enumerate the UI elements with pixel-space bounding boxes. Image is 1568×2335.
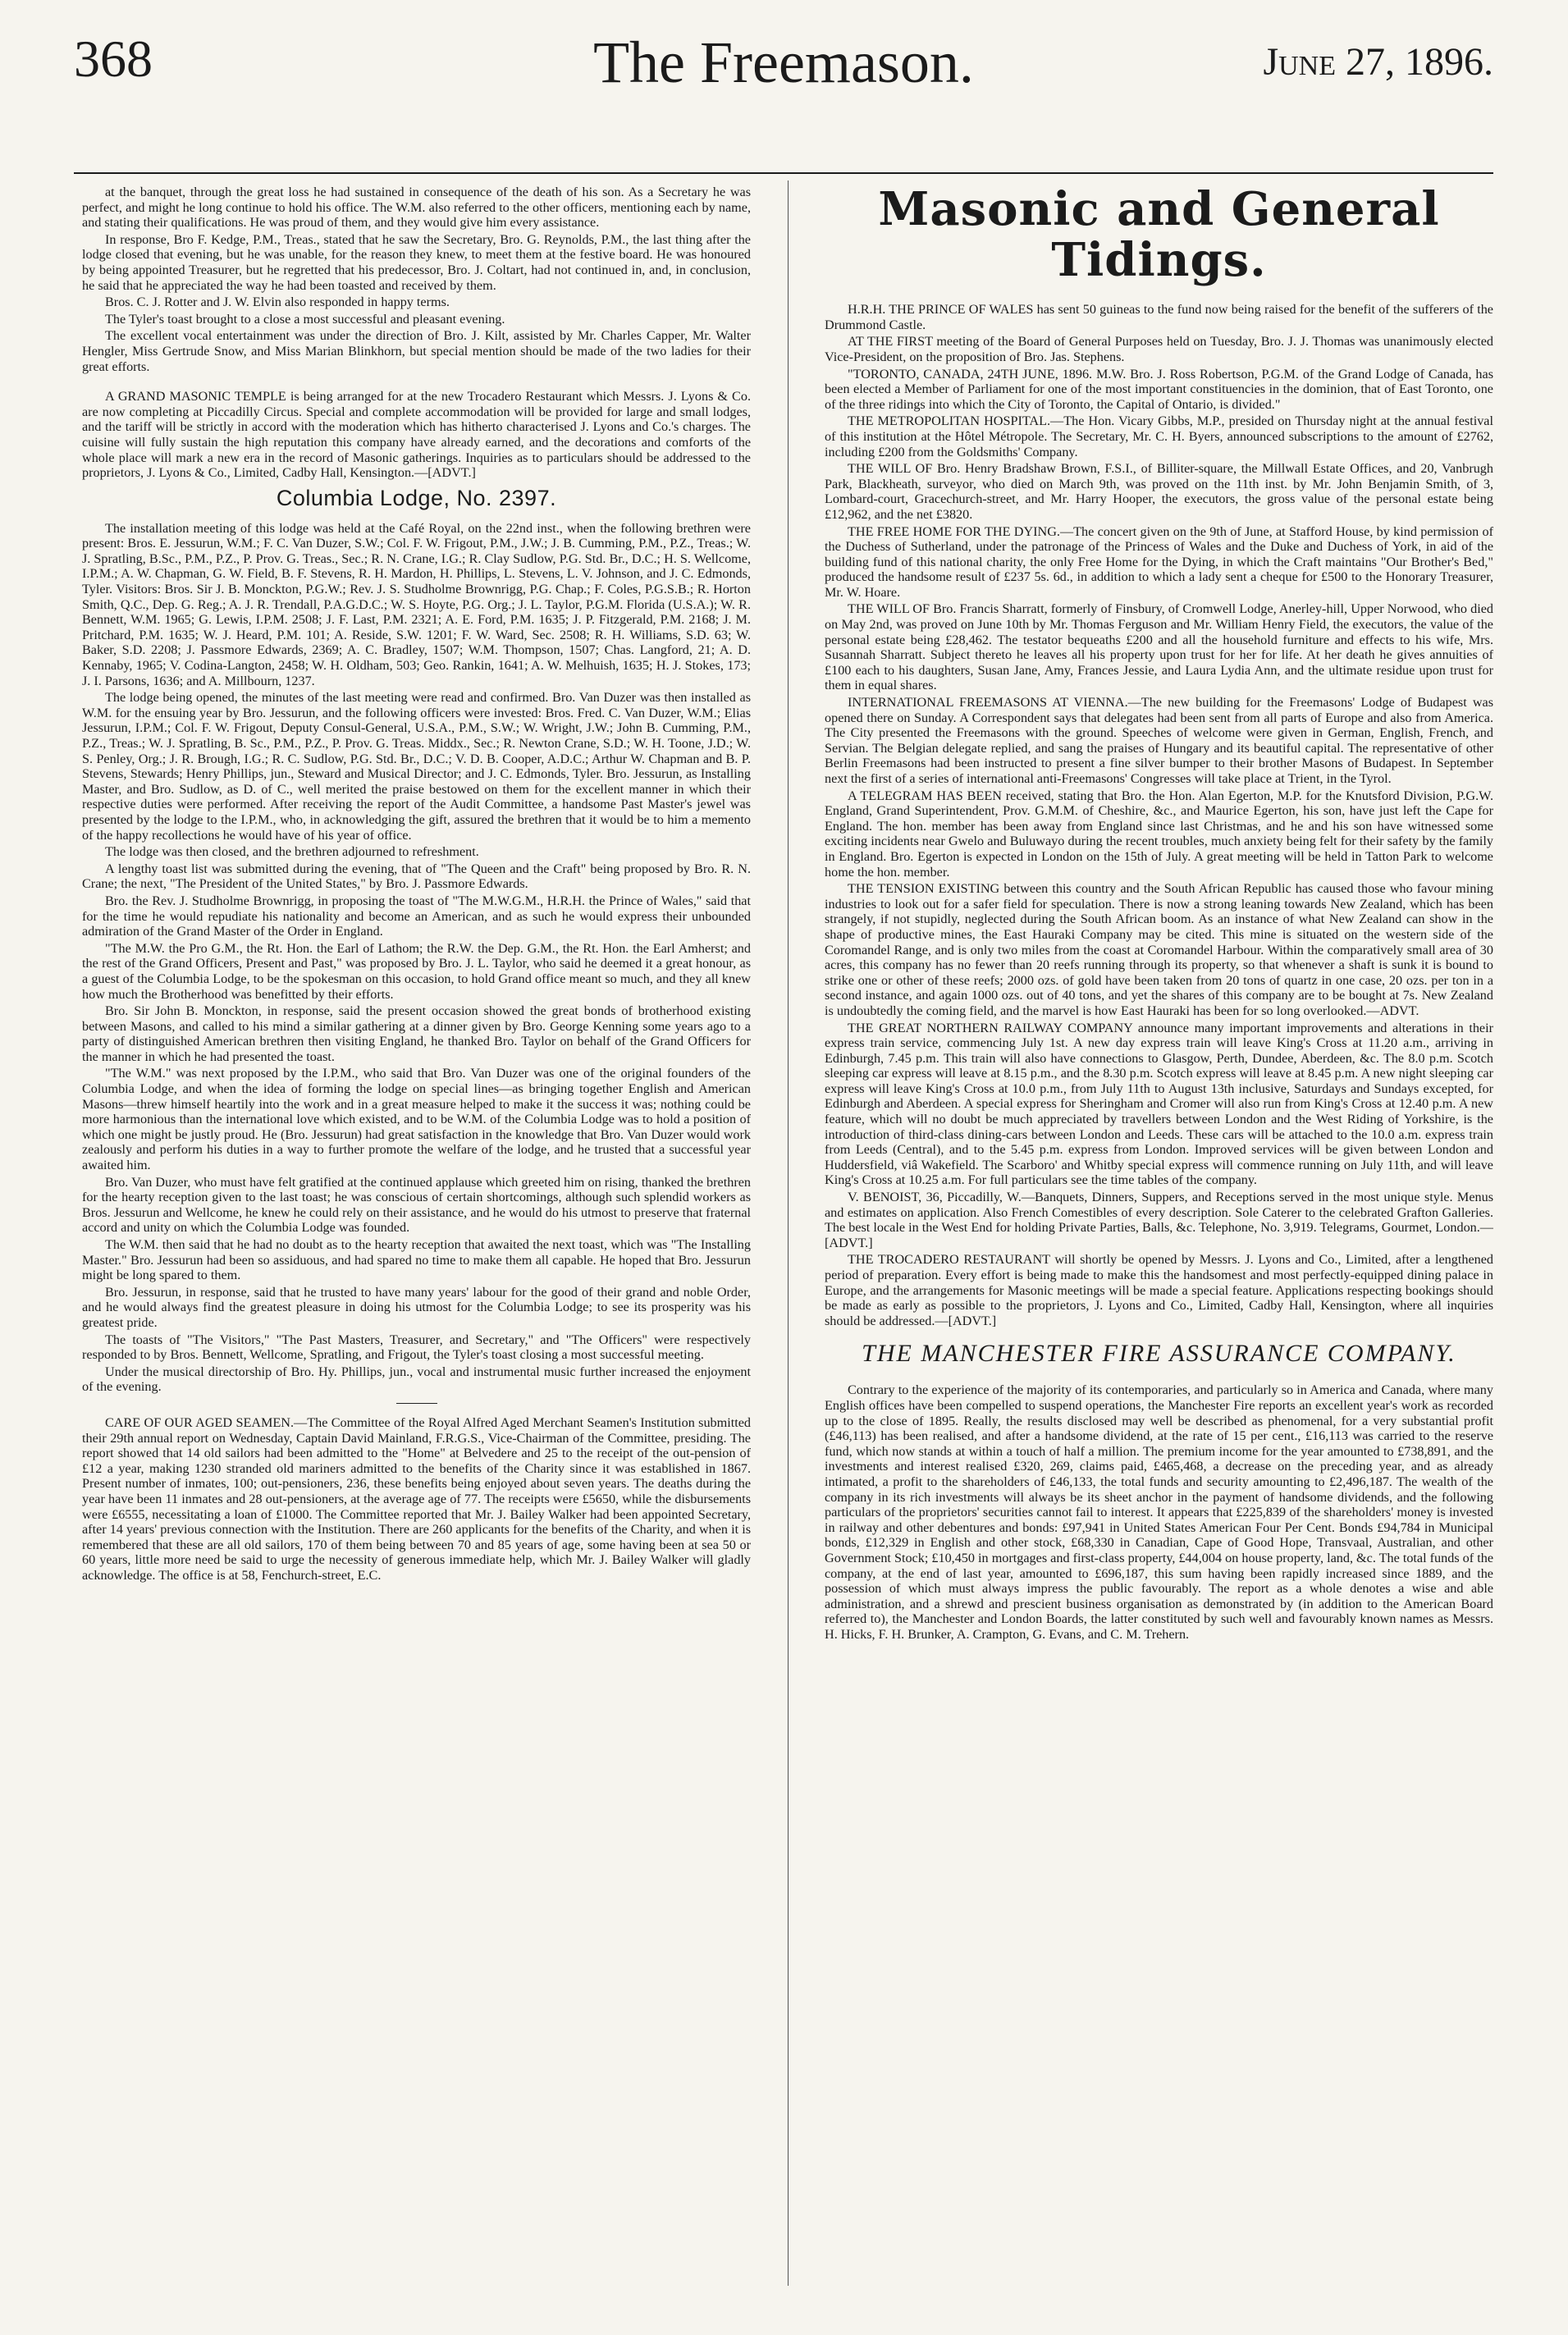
- article-paragraph: Under the musical directorship of Bro. Hy. Phillips, jun., vocal and instrumental music further increased the enjoyment of the evening.: [82, 1364, 751, 1395]
- news-item: AT THE FIRST meeting of the Board of General Purposes held on Tuesday, Bro. J. J. Thomas was unanimously elected Vice-President, on the proposition of Bro. Jas. Stephens.: [825, 334, 1493, 364]
- columbia-lodge-heading: Columbia Lodge, No. 2397.: [276, 485, 557, 510]
- news-item: H.R.H. THE PRINCE OF WALES has sent 50 guineas to the fund now being raised for the benefit of the sufferers of the Drummond Castle.: [825, 302, 1493, 332]
- column-divider: [788, 180, 789, 2286]
- news-item: THE TENSION EXISTING between this country and the South African Republic has caused those who favour mining industries to look out for a safer field for speculation. There is now a strong leaning towards New Zealand, which has been strangely, if not stupidly, neglected during the South African boom. As an instance of what New Zealand can show in the shape of productive mines, the East Hauraki Company may be cited. This mine is situated on the western side of the Coromandel Range, and is only two miles from the coast at Coromandel Harbour. Within the comparatively small area of 30 acres, this company has no fewer than 20 reefs running through its property, so that whenever a shaft is sunk it is bound to strike one or other of these reefs; 2000 ozs. of gold have been taken from 20 tons of quartz in one case, 20 ozs. per ton in a second instance, and again 1000 ozs. out of 40 tons, and yet the shares of this company are to be bought at 7s. New Zealand is undoubtedly the coming field, and the marvel is how East Hauraki has been for so long overlooked.—ADVT.: [825, 881, 1493, 1018]
- news-item: THE FREE HOME FOR THE DYING.—The concert given on the 9th of June, at Stafford House, by kind permission of the Duchess of Sutherland, under the patronage of the Princess of Wales and the Duke and Duchess of York, in aid of the building fund of this national charity, the only Free Home for the Dying, in which the Craft maintains "Our Brother's Bed," produced the handsome result of £237 5s. 6d., in addition to which a lady sent a cheque for £500 to the Honorary Treasurer, Mr. W. Hoare.: [825, 523, 1493, 600]
- article-paragraph: The W.M. then said that he had no doubt as to the hearty reception that awaited the next toast, which was "The Installing Master." Bro. Jessurun had been so assiduous, and had spared no time to make them all capable. He hoped that Bro. Jessurun might be long spared to them.: [82, 1237, 751, 1283]
- article-paragraph: "The M.W. the Pro G.M., the Rt. Hon. the Earl of Lathom; the R.W. the Dep. G.M., the Rt. Hon. the Earl Amherst; and the rest of the Grand Officers, Present and Past," was proposed by Bro. J. L. Taylor, who said he deemed it a great honour, as a guest of the Columbia Lodge, to be the spokesman on this occasion, to hold Grand office meant so much, and they all knew how much the Brotherhood was benefitted by their efforts.: [82, 940, 751, 1002]
- masonic-tidings-heading: Masonic and General Tidings.: [878, 185, 1440, 287]
- article-paragraph: The toasts of "The Visitors," "The Past Masters, Treasurer, and Secretary," and "The Officers" were respectively responded to by Bros. Bennett, Wellcome, Spratling, and Frigout, the Tyler's toast closing a most successful meeting.: [82, 1332, 751, 1363]
- temple-advert: A GRAND MASONIC TEMPLE is being arranged for at the new Trocadero Restaurant which Messrs. J. Lyons & Co. are now completing at Piccadilly Circus. Special and complete accommodation will be provided for large and small lodges, and the tariff will be strictly in accord with the moderation which has hitherto characterised J. Lyons and Co.'s charges. The cuisine will fully sustain the high reputation this company have already earned, and the decorations and comforts of the whole place will mark a new era in the record of Masonic gatherings. Inquiries as to particulars should be addressed to the proprietors, J. Lyons & Co., Limited, Cadby Hall, Kensington.—[ADVT.]: [82, 389, 751, 481]
- news-item: INTERNATIONAL FREEMASONS AT VIENNA.—The new building for the Freemasons' Lodge of Budapest was opened there on Sunday. A Correspondent says that delegates had been sent from all parts of Europe and also from America. The City presented the Freemasons with the ground. Speeches of welcome were given in German, English, French, and Servian. The Belgian delegate replied, and sang the praises of Hungary and its beautiful capital. The representative of other Berlin Freemasons had been instructed to present a fine silver bumper to their brother Masons of Budapest. In September next the first of a series of international anti-Freemasons' Congresses will take place at Trient, in the Tyrol.: [825, 695, 1493, 786]
- article-paragraph: "The W.M." was next proposed by the I.P.M., who said that Bro. Van Duzer was one of the original founders of the Columbia Lodge, and when the idea of forming the lodge on special lines—as bringing together English and American Masons—threw himself heartily into the work and in a great measure helped to make it the success it was; nothing could be more harmonious than the international love which existed, and to be W.M. of the Columbia Lodge was to hold a position of which one might be justly proud. He (Bro. Jessurun) had great satisfaction in the knowledge that Bro. Van Duzer would work zealously and perform his duties in a way to further promote the welfare of the lodge, and he trusted that a successful year awaited him.: [82, 1066, 751, 1173]
- manchester-fire-paragraph: Contrary to the experience of the majority of its contemporaries, and particularly so in America and Canada, where many English offices have been compelled to suspend operations, the Manchester Fire reports an excellent year's work as recorded up to the close of 1895. Really, the results disclosed may well be described as phenomenal, for a very substantial profit (£46,113) has been realised, and after a handsome dividend, at the rate of 15 per cent., £16,113 was carried to the reserve fund, which now stands at within a touch of half a million. The premium income for the year amounted to £738,891, and the investments and interest realised £320, 269, claims paid, £465,468, a decrease on the preceding year, and as already intimated, a profit to the shareholders of £46,133, the total funds and security amounting to £2,496,187. The wealth of the company in its rich investments will always be its sheet anchor in the payment of handsome dividends, and the following particulars of the proprietors' securities cannot fail to interest. It appears that £225,839 of the shareholders' money is invested in railway and other debentures and bonds: £97,941 in United States American Four Per Cent. Bonds £94,784 in Municipal bonds, £12,329 in English and other stock, £68,330 in Canadian, Cape of Good Hope, Transvaal, Australian, and other Government Stock; £10,450 in mortgages and first-class property, £44,004 on house property, land, &c. The total funds of the company, at the end of last year, amounted to £696,187, this sum having been rapidly increased since 1889, and the possession of which must always impress the public favourably. The report as a whole denotes a wise and able administration, and a shrewd and prescient business organisation as demonstrated by (in addition to the American Board referred to), the Manchester and London Boards, the latter constituted by such well and favourably known names as Messrs. H. Hicks, F. H. Brunker, A. Crampton, G. Evans, and C. M. Trehern.: [825, 1382, 1493, 1642]
- news-item: V. BENOIST, 36, Piccadilly, W.—Banquets, Dinners, Suppers, and Receptions served in the most unique style. Menus and estimates on application. Also French Comestibles of every description. Sole Caterer to the celebrated Grafton Galleries. The best locale in the West End for holding Private Parties, Balls, &c. Telephone, No. 3,919. Telegrams, Gourmet, London.—[ADVT.]: [825, 1190, 1493, 1250]
- manchester-fire-heading: THE MANCHESTER FIRE ASSURANCE COMPANY.: [862, 1340, 1456, 1368]
- article-paragraph: The lodge being opened, the minutes of the last meeting were read and confirmed. Bro. Van Duzer was then installed as W.M. for the ensuing year by Bro. Jessurun, and the following officers were invested: Bros. Fred. C. Van Duzer, W.M.; Elias Jessurun, I.P.M.; Col. F. W. Frigout, Deputy Consul-General, U.S.A., P.M., S.W.; W. Wright, J.W.; John B. Cumming, P.M., P.Z., Treas.; W. J. Spratling, B. Sc., P.M., P.Z., P. Prov. G. Treas. Middx., Sec.; R. Newton Crane, S.D.; W. H. Toone, J.D.; W. S. Penley, Org.; J. R. Brough, I.G.; R. C. Sudlow, P.G. Std. Br., D.C.; V. D. B. Cooper, A.D.C.; Arthur W. Chapman and B. P. Stevens, Stewards; Henry Phillips, jun., Steward and Musical Director; and J. C. Edmonds, Tyler. Bro. Jessurun, as Installing Master, and Bro. Sudlow, as D. of C., well merited the praise bestowed on them for the excellent manner in which their respective duties were performed. After receiving the report of the Audit Committee, a handsome Past Master's jewel was presented by the lodge to the I.P.M., who, in acknowledging the gift, assured the brethren that it would be to him a memento of the happy recollections he would have of his year of office.: [82, 690, 751, 843]
- left-column: [82, 185, 751, 2302]
- article-paragraph: A lengthy toast list was submitted during the evening, that of "The Queen and the Craft" being proposed by Bro. R. N. Crane; the next, "The President of the United States," by Bro. J. Passmore Edwards.: [82, 861, 751, 892]
- right-column: [825, 185, 1493, 2302]
- masthead-rule: [74, 172, 1493, 174]
- article-paragraph: Bro. Jessurun, in response, said that he trusted to have many years' labour for the good of their grand and noble Order, and he would always find the greatest pleasure in doing his utmost for the Columbia Lodge; to see its prosperity was his greatest pride.: [82, 1284, 751, 1330]
- article-paragraph: Bro. Van Duzer, who must have felt gratified at the continued applause which greeted him on rising, thanked the brethren for the hearty reception given to the last toast; he was conscious of certain shortcomings, although such splendid workers as Bros. Jessurun and Wellcome, he knew he could rely on their assistance, and he would do his utmost to preserve that fraternal accord and unity on which the Columbia Lodge was founded.: [82, 1174, 751, 1236]
- article-paragraph: The Tyler's toast brought to a close a most successful and pleasant evening.: [105, 311, 505, 327]
- newspaper-title: The Freemason.: [593, 30, 974, 95]
- article-paragraph: Bro. Sir John B. Monckton, in response, said the present occasion showed the great bonds of brotherhood existing between Masons, and called to his mind a similar gathering at a dinner given by Bro. George Kenning some years ago to a party of distinguished American brethren then visiting England, he thanked Bro. Taylor on behalf of the Grand Officers for the manner in which he had presented the toast.: [82, 1003, 751, 1064]
- article-paragraph: In response, Bro F. Kedge, P.M., Treas., stated that he saw the Secretary, Bro. G. Reynolds, P.M., the last thing after the lodge closed that evening, but he was unable, for the reason they knew, to meet them at the festive board. He was honoured by being appointed Treasurer, but he regretted that his predecessor, Bro. J. Coltart, had not continued in, and, in conclusion, he said that he appreciated the way he had been toasted and received by them.: [82, 231, 751, 293]
- page-number: 368: [74, 30, 153, 88]
- news-item: A TELEGRAM HAS BEEN received, stating that Bro. the Hon. Alan Egerton, M.P. for the Knutsford Division, P.G.W. England, Grand Superintendent, Prov. G.M.M. of Cheshire, &c., and Maurice Egerton, his son, have just left the Cape for England. The hon. member has been away from England since last Christmas, and he and his son have witnessed some exciting incidents near Gwelo and Buluwayo during the recent troubles, much anxiety being felt for their safety by the family in England. Bro. Egerton is expected in London on the 15th of July. A great meeting will be held in Tatton Park to welcome home the hon. member.: [825, 788, 1493, 880]
- article-paragraph: The excellent vocal entertainment was under the direction of Bro. J. Kilt, assisted by Mr. Charles Capper, Mr. Walter Hengler, Miss Gertrude Snow, and Miss Marian Blinkhorn, but special mention should be made of the two ladies for their great efforts.: [82, 328, 751, 374]
- news-item: THE WILL OF Bro. Henry Bradshaw Brown, F.S.I., of Billiter-square, the Millwall Estate Offices, and 20, Vanbrugh Park, Blackheath, surveyor, who died on March 9th, was proved on the 11th inst. by Mr. John Benjamin Smith, of 3, Lombard-court, Gracechurch-street, and Mr. Harry Hooper, the executors, the gross value of the personal estate being £12,962, and the net £3820.: [825, 461, 1493, 522]
- news-item: THE TROCADERO RESTAURANT will shortly be opened by Messrs. J. Lyons and Co., Limited, after a lengthened period of preparation. Every effort is being made to make this the handsomest and most perfectly-equipped dining palace in Europe, and the arrangements for Masonic meetings will be made a special feature. Applications respecting bookings should be made as early as possible to the proprietors, J. Lyons and Co., Limited, Cadby Hall, Kensington, where all inquiries should be addressed.—[ADVT.]: [825, 1252, 1493, 1328]
- article-paragraph: at the banquet, through the great loss he had sustained in consequence of the death of his son. As a Secretary he was perfect, and might he long continue to hold his office. The W.M. also referred to the other officers, mentioning each by name, and stating their qualifications. He was proud of them, and they would give him every assistance.: [82, 185, 751, 231]
- masthead: [74, 30, 1493, 172]
- article-paragraph: Bro. the Rev. J. Studholme Brownrigg, in proposing the toast of "The M.W.G.M., H.R.H. the Prince of Wales," said that for the time he would repudiate his nationality and become an American, and as such he would express their unbounded admiration of the Grand Master of the Order in England.: [82, 893, 751, 939]
- issue-date: June 27, 1896.: [1263, 40, 1493, 84]
- news-item: "TORONTO, CANADA, 24TH JUNE, 1896. M.W. Bro. J. Ross Robertson, P.G.M. of the Grand Lodge of Canada, has been elected a Member of Parliament for one of the most important constituencies in the dominion, that of East Toronto, one of the three ridings into which the City of Toronto, the Capital of Ontario, is divided.": [825, 366, 1493, 412]
- news-item: THE METROPOLITAN HOSPITAL.—The Hon. Vicary Gibbs, M.P., presided on Thursday night at the annual festival of this institution at the Hôtel Métropole. The Secretary, Mr. C. H. Byers, announced subscriptions to the amount of £2762, including £200 from the Goldsmiths' Company.: [825, 414, 1493, 459]
- news-item: THE WILL OF Bro. Francis Sharratt, formerly of Finsbury, of Cromwell Lodge, Anerley-hill, Upper Norwood, who died on May 2nd, was proved on June 10th by Mr. Thomas Ferguson and Mr. William Henry Field, the executors, the value of the personal estate being £28,462. The testator bequeaths £200 and all the household furniture and effects to his wife, Mrs. Susannah Sharratt. Subject thereto he leaves all his property upon trust for her for life. At her death he gives annuities of £100 each to his daughters, Susan Jane, Amy, Frances Jessie, and Laura Lydia Ann, and the ultimate residue upon trust for them in equal shares.: [825, 601, 1493, 693]
- section-divider: [396, 1403, 437, 1404]
- article-paragraph: Bros. C. J. Rotter and J. W. Elvin also responded in happy terms.: [105, 295, 450, 310]
- news-item: THE GREAT NORTHERN RAILWAY COMPANY announce many important improvements and alterations in their express train service, commencing July 1st. A new day express train will leave King's Cross at 11.20 a.m., arriving in Edinburgh, 7.45 p.m. This train will also have connections to Glasgow, Perth, Dundee, Aberdeen, &c. The 8.0 p.m. Scotch sleeping car express will leave at 8.15 p.m., and the 8.30 p.m. Scotch express will leave at 8.45 p.m. A new night sleeping car express will leave King's Cross at 10.0 p.m., from July 11th to August 13th inclusive, Saturdays and Sundays excepted, for Edinburgh and Aberdeen. A special express for Sheringham and Cromer will also run from King's Cross at 12.40 p.m. A new feature, which will no doubt be much appreciated by travellers between London and the West Riding of Yorkshire, is the introduction of third-class dining-cars between London and Leeds. These cars will be attached to the 10.0 a.m. express train from Leeds (Central), and to the 5.45 p.m. express from London. Improved services will be given between London and Huddersfield, viâ Wakefield. The Scarboro' and Whitby special express will commence running on July 11th, and will leave King's Cross at 10.25 a.m. For full particulars see the time tables of the company.: [825, 1020, 1493, 1188]
- aged-seamen-paragraph: CARE OF OUR AGED SEAMEN.—The Committee of the Royal Alfred Aged Merchant Seamen's Institution submitted their 29th annual report on Wednesday, Captain David Mainland, F.R.G.S., Vice-Chairman of the Committee, presiding. The report showed that 14 old sailors had been admitted to the "Home" at Belvedere and 25 to the receipt of the out-pension of £12 a year, making 1230 stranded old mariners admitted to the benefits of the Charity since it was established in 1867. Present number of inmates, 100; out-pensioners, 236, these benefits being enjoyed about seven years. The deaths during the year have been 11 inmates and 28 out-pensioners, at the average age of 77. The receipts were £5650, while the disbursements were £6555, necessitating a loan of £1000. The Committee reported that Mr. J. Bailey Walker had been appointed Secretary, after 14 years' previous connection with the Institution. There are 260 applicants for the benefits of the Charity, and when it is remembered that these are all old sailors, 170 of them being between 70 and 85 years of age, some having been at sea 50 or 60 years, little more need be said to urge the necessity of generous immediate help, which Mr. J. Bailey Walker will gladly acknowledge. The office is at 58, Fenchurch-street, E.C.: [82, 1414, 751, 1583]
- article-paragraph: The installation meeting of this lodge was held at the Café Royal, on the 22nd inst., when the following brethren were present: Bros. E. Jessurun, W.M.; F. C. Van Duzer, S.W.; Col. F. W. Frigout, P.M., J.W.; J. B. Cumming, P.M., P.Z., Treas.; W. J. Spratling, B.Sc., P.M., P.Z., P. Prov. G. Treas., Sec.; R. N. Crane, I.G.; R. Clay Sudlow, P.G. Std. Br., D.C.; H. S. Wellcome, I.P.M.; A. W. Chapman, G. W. Field, B. F. Stevens, R. H. Mardon, H. Phillips, L. Stevens, L. V. Johnson, and J. C. Edmonds, Tyler. Visitors: Bros. Sir J. B. Monckton, P.G.W.; Rev. J. S. Studholme Brownrigg, P.G. Chap.; F. Coles, P.G.S.B.; R. Horton Smith, Q.C., Dep. G. Reg.; A. J. R. Trendall, P.A.G.D.C.; W. S. Hoyte, P.G. Org.; J. L. Taylor, P.G.M. Florida (U.S.A.); W. R. Bennett, W.M. 1965; G. Lewis, I.P.M. 2508; J. F. Last, P.M. 2321; A. E. Ford, P.M. 1635; J. P. Fitzgerald, P.M. 2168; J. M. Pritchard, P.M. 1635; W. J. Heard, P.M. 101; A. Reside, S.W. 1201; F. W. Ward, Sec. 2508; R. H. Williams, S.D. 63; W. Baker, S.D. 2208; J. Passmore Edwards, 2369; A. C. Bradley, 1507; W.M. Thompson, 1507; Chas. Langford, 21; A. D. Kennaby, 1965; V. Codina-Langton, 2458; W. H. Oldham, 503; Geo. Rankin, 1641; A. W. Melhuish, 1635; H. J. Stokes, 173; J. I. Parsons, 1636; and A. Millbourn, 1237.: [82, 520, 751, 688]
- article-paragraph: The lodge was then closed, and the brethren adjourned to refreshment.: [105, 844, 479, 860]
